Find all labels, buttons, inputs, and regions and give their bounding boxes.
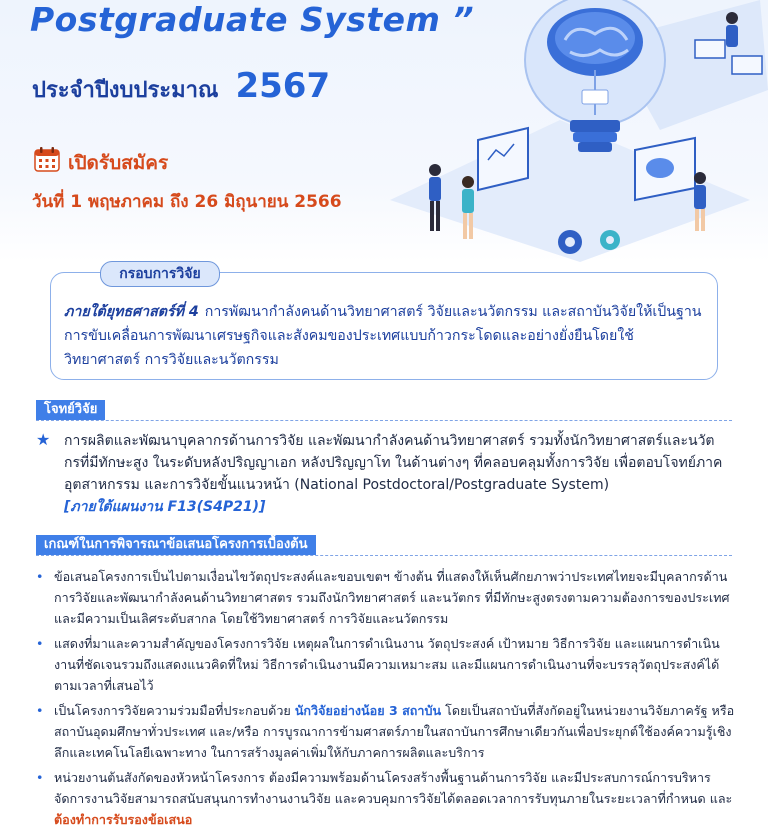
calendar-icon (34, 146, 60, 172)
bullet-icon: • (36, 569, 44, 584)
framework-body: การพัฒนากำลังคนด้านวิทยาศาสตร์ วิจัยและนวัตกรรม และสถาบันวิจัยให้เป็นฐานการขับเคลื่อนการพัฒนาเศรษฐกิจและสังคมของประเทศแบบก้าวกระโดดและอย่างยั่งยืนโดยใช้วิทยาศาสตร์ การวิจัยและนวัตกรรม (64, 304, 702, 368)
open-registration-label: เปิดรับสมัคร (68, 152, 169, 174)
criteria-tag: เกณฑ์ในการพิจารณาข้อเสนอโครงการเบื้องต้น (36, 535, 316, 555)
list-item: • ข้อเสนอโครงการเป็นไปตามเงื่อนไขวัตถุประสงค์และขอบเขตฯ ข้างต้น ที่แสดงให้เห็นศักยภาพว่าประเทศไทยจะมีบุคลากรด้านการวิจัยและพัฒนากำลังคนด้านวิทยาศาสตร รวมถึงนักวิทยาศาสตร์ และนวัตกร ที่มีทักษะสูงตรงตามความต้องการของประเทศและมีความเป็นเลิศระดับสากล โดยใช้วิทยาศาสตร์ การวิจัยและนวัตกรรม (36, 566, 736, 629)
list-item: • แสดงที่มาและความสำคัญของโครงการวิจัย เหตุผลในการดำเนินงาน วัตถุประสงค์ เป้าหมาย วิธีการวิจัย และแผนการดำเนินงานที่ชัดเจนรวมถึงแสดงแนวคิดที่ใหม่ วิธีการดำเนินงานมีความเหมาะสม และมีแผนการดำเนินงานที่จะบรรลุวัตถุประสงค์ได้ตามเวลาที่เสนอไว้ (36, 633, 736, 696)
bullet-icon: • (36, 770, 44, 785)
fiscal-year-value: 2567 (235, 66, 331, 106)
goal-plan: [ภายใต้แผนงาน F13(S4P21)] (64, 499, 266, 515)
open-registration-date: วันที่ 1 พฤษภาคม ถึง 26 มิถุนายน 2566 (32, 192, 342, 212)
framework-tag: กรอบการวิจัย (100, 261, 220, 287)
star-icon: ★ (36, 430, 51, 449)
goal-text (64, 430, 724, 518)
list-item: • เป็นโครงการวิจัยความร่วมมือที่ประกอบด้วย นักวิจัยอย่างน้อย 3 สถาบัน โดยเป็นสถาบันที่สังกัดอยู่ในหน่วยงานวิจัยภาครัฐ หรือสถาบันอุดมศึกษาทั่วประเทศ และ/หรือ การบูรณาการข้ามศาสตร์ภายในสถาบันการศึกษาเดียวกันเพื่อประยุกต์ใช้องค์ความรู้เชิงลึกและเทคโนโลยีเฉพาะทาง ในการสร้างมูลค่าเพิ่มให้กับภาคการผลิตและบริการ (36, 700, 736, 763)
list-item: • หน่วยงานต้นสังกัดของหัวหน้าโครงการ ต้องมีความพร้อมด้านโครงสร้างพื้นฐานด้านการวิจัย และมีประสบการณ์การบริหารจัดการงานวิจัยสามารถสนับสนุนการทำงานงานวิจัย และควบคุมการวิจัยได้ตลอดเวลาการรับทุนภายในระยะเวลาที่กำหนด และต้องทำการรับรองข้อเสนอ (36, 767, 736, 830)
bullet-icon: • (36, 703, 44, 718)
highlight-certify: ต้องทำการรับรองข้อเสนอ (54, 812, 193, 827)
page-title: Postgraduate System ” (30, 0, 475, 39)
bullet-icon: • (36, 636, 44, 651)
framework-text (64, 300, 704, 372)
research-illustration (360, 0, 768, 262)
fiscal-year-row (32, 66, 330, 107)
goal-tag: โจทย์วิจัย (36, 400, 105, 420)
criteria-list (36, 566, 736, 834)
fiscal-year-label: ประจำปีงบประมาณ (32, 78, 219, 103)
goal-body: การผลิตและพัฒนาบุคลากรด้านการวิจัย และพัฒนากำลังคนด้านวิทยาศาสตร์ รวมทั้งนักวิทยาศาสตร์และนวัตกรที่มีทักษะสูง ในระดับหลังปริญญาเอก หลังปริญญาโท ในด้านต่างๆ ที่คลอบคลุมทั้งการวิจัย เพื่อตอบโจทย์ภาคอุตสาหกรรม และการวิจัยขั้นแนวหน้า (National Postdoctoral/Postgraduate System) (64, 433, 723, 493)
highlight-institutions: นักวิจัยอย่างน้อย 3 สถาบัน (294, 703, 442, 718)
criteria-divider (36, 555, 732, 557)
goal-divider (36, 420, 732, 422)
framework-lead: ภายใต้ยุทธศาสตร์ที่ 4 (64, 304, 199, 320)
